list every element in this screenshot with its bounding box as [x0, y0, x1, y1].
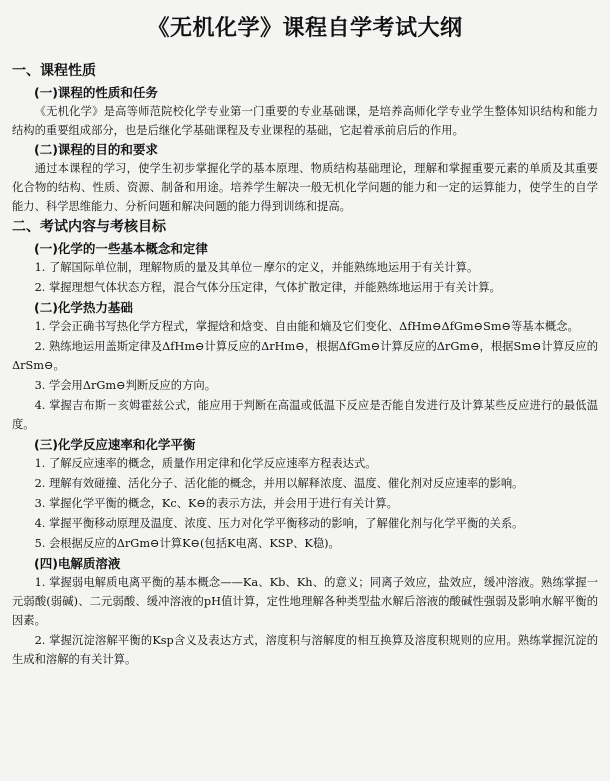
- paragraph: 《无机化学》是高等师范院校化学专业第一门重要的专业基础课，是培养高师化学专业学生整体知识结构和能力结构的重要组成部分，也是后继化学基础课程及专业课程的基础，它起着承前启后的作用。: [12, 105, 598, 137]
- subsection-heading-2-1: (一)化学的一些基本概念和定律: [34, 241, 208, 256]
- subsection-heading-1-2: (二)课程的目的和要求: [34, 142, 158, 157]
- subsection-heading-2-4: (四)电解质溶液: [34, 556, 121, 571]
- list-item: 2. 掌握沉淀溶解平衡的Ksp含义及表达方式，溶度积与溶解度的相互换算及溶度积规则的应用。熟练掌握沉淀的生成和溶解的有关计算。: [12, 634, 598, 666]
- list-item: 2. 掌握理想气体状态方程，混合气体分压定律，气体扩散定律，并能熟练地运用于有关计算。: [34, 281, 501, 294]
- list-item: 4. 掌握吉布斯－亥姆霍兹公式，能应用于判断在高温或低温下反应是否能自发进行及计算某些反应进行的最低温度。: [12, 399, 598, 431]
- subsection-heading-1-1: (一)课程的性质和任务: [34, 85, 158, 100]
- section-heading-2: 二、考试内容与考核目标: [12, 219, 166, 235]
- section-heading-1: 一、课程性质: [12, 63, 96, 79]
- list-item: 3. 掌握化学平衡的概念，Kc、K⊖的表示方法，并会用于进行有关计算。: [34, 497, 398, 510]
- list-item: 2. 理解有效碰撞、活化分子、活化能的概念，并用以解释浓度、温度、催化剂对反应速率的影响。: [34, 477, 524, 490]
- list-item: 3. 学会用ΔrGm⊖判断反应的方向。: [34, 379, 216, 392]
- subsection-heading-2-3: (三)化学反应速率和化学平衡: [34, 437, 196, 452]
- list-item: 1. 了解反应速率的概念，质量作用定律和化学反应速率方程表达式。: [34, 457, 377, 470]
- page-title: 《无机化学》课程自学考试大纲: [147, 16, 463, 41]
- list-item: 5. 会根据反应的ΔrGm⊖计算K⊖(包括K电离、KSP、K稳)。: [34, 537, 340, 550]
- list-item: 1. 掌握弱电解质电离平衡的基本概念——Ka、Kb、Kh、的意义；同离子效应，盐效应，缓冲溶液。熟练掌握一元弱酸(弱碱)、二元弱酸、缓冲溶液的pH值计算，定性地理解各种类型盐水解后溶液的酸碱性强弱及影响水解平衡的因素。: [12, 576, 598, 627]
- list-item: 4. 掌握平衡移动原理及温度、浓度、压力对化学平衡移动的影响，了解催化剂与化学平衡的关系。: [34, 517, 524, 530]
- paragraph: 通过本课程的学习，使学生初步掌握化学的基本原理、物质结构基础理论，理解和掌握重要元素的单质及其重要化合物的结构、性质、资源、制备和用途。培养学生解决一般无机化学问题的能力和一定的运算能力，使学生的自学能力、科学思维能力、分析问题和解决问题的能力得到训练和提高。: [12, 162, 598, 213]
- list-item: 2. 熟练地运用盖斯定律及ΔfHm⊖计算反应的ΔrHm⊖，根据ΔfGm⊖计算反应的ΔrGm⊖，根据Sm⊖计算反应的ΔrSm⊖。: [12, 340, 598, 372]
- list-item: 1. 学会正确书写热化学方程式，掌握焓和焓变、自由能和熵及它们变化、ΔfHm⊖ΔfGm⊖Sm⊖等基本概念。: [34, 320, 579, 333]
- subsection-heading-2-2: (二)化学热力基础: [34, 300, 133, 315]
- list-item: 1. 了解国际单位制，理解物质的量及其单位－摩尔的定义，并能熟练地运用于有关计算。: [34, 261, 479, 274]
